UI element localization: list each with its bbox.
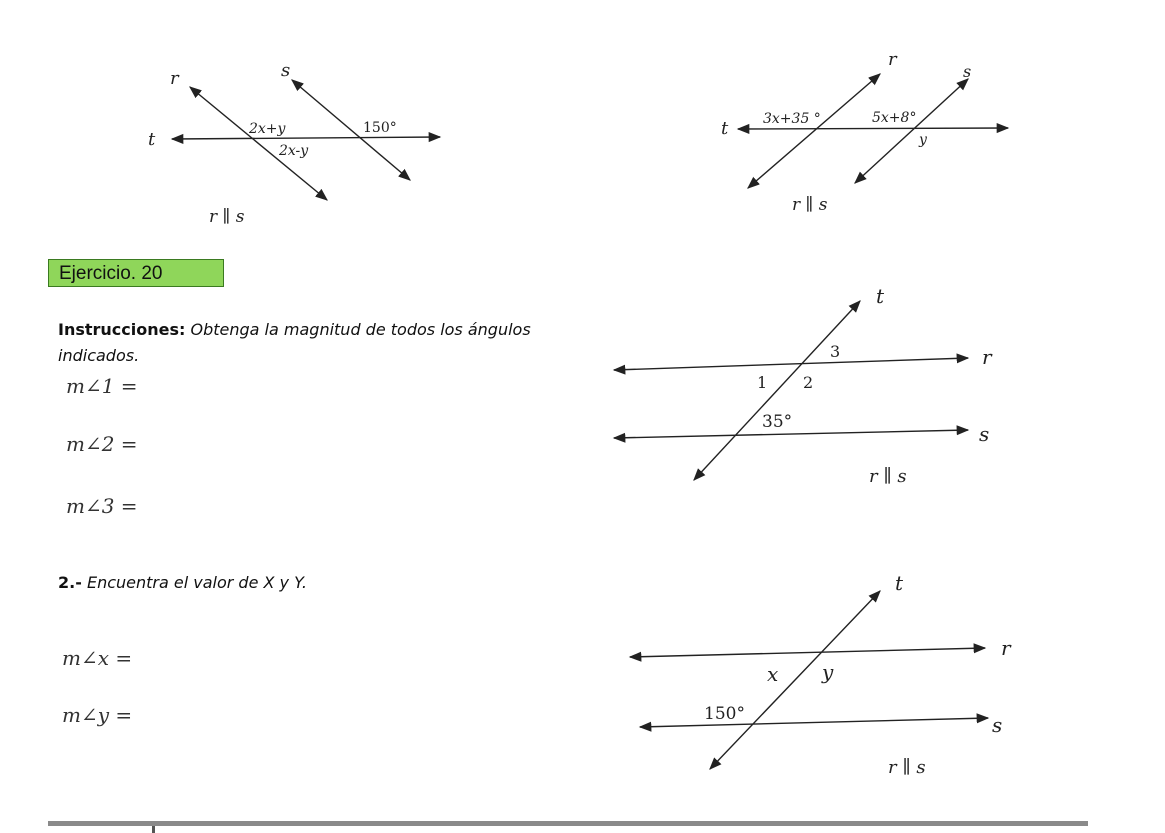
line-t [694, 301, 860, 480]
angle-150: 150° [704, 704, 745, 724]
parallel-note: r ∥ s [888, 757, 926, 778]
label-s: s [963, 62, 972, 81]
label-r: r [1001, 636, 1011, 660]
label-t: t [876, 284, 885, 308]
line-r [614, 358, 968, 370]
diagram-c [614, 284, 993, 487]
label-r: r [888, 49, 897, 70]
footer-tick [152, 826, 155, 833]
angle-1: 1 [757, 373, 768, 392]
label-s: s [281, 60, 291, 81]
angle-bottom: 2x-y [279, 143, 309, 159]
line-t [738, 128, 1008, 129]
label-r: r [982, 345, 992, 369]
line-r [748, 74, 880, 188]
angle-right: 5x+8° [872, 110, 917, 126]
parallel-note: r ∥ s [792, 195, 828, 215]
line-s [640, 718, 988, 727]
line-t [710, 591, 880, 769]
question-2-text: Encuentra el valor de X y Y. [86, 573, 307, 592]
instructions [58, 317, 578, 369]
label-r: r [170, 68, 179, 89]
line-s [855, 79, 968, 183]
label-t: t [895, 571, 904, 595]
label-s: s [979, 422, 990, 446]
diagram-b [721, 49, 1008, 215]
parallel-note: r ∥ s [869, 466, 907, 487]
angle-top: 2x+y [249, 121, 286, 137]
diagram-a [148, 60, 440, 227]
measure-angle-x: m∠x = [62, 646, 133, 670]
angle-3: 3 [830, 342, 841, 361]
line-r [630, 648, 985, 657]
instructions-label: Instrucciones: [58, 320, 186, 339]
question-2 [58, 573, 307, 592]
footer-divider [48, 821, 1088, 826]
angle-2: 2 [803, 373, 814, 392]
label-t: t [721, 118, 729, 139]
label-s: s [992, 713, 1003, 737]
angle-s: 150° [363, 120, 397, 136]
angle-left: 3x+35 ° [763, 111, 821, 127]
line-t [172, 137, 440, 139]
angle-x: x [767, 662, 779, 686]
angle-35: 35° [762, 412, 793, 432]
parallel-note: r ∥ s [209, 207, 245, 227]
measure-angle-2: m∠2 = [66, 432, 138, 456]
instructions-text: Obtenga la magnitud de todos los ángulos indicados. [58, 320, 531, 365]
label-t: t [148, 129, 156, 150]
angle-y: y [822, 660, 834, 684]
exercise-title: Ejercicio. 20 [48, 259, 224, 287]
measure-angle-1: m∠1 = [66, 374, 138, 398]
question-2-number: 2.- [58, 573, 82, 592]
angle-y: y [919, 132, 927, 148]
measure-angle-y: m∠y = [62, 703, 133, 727]
diagram-d [630, 571, 1012, 778]
measure-angle-3: m∠3 = [66, 494, 138, 518]
